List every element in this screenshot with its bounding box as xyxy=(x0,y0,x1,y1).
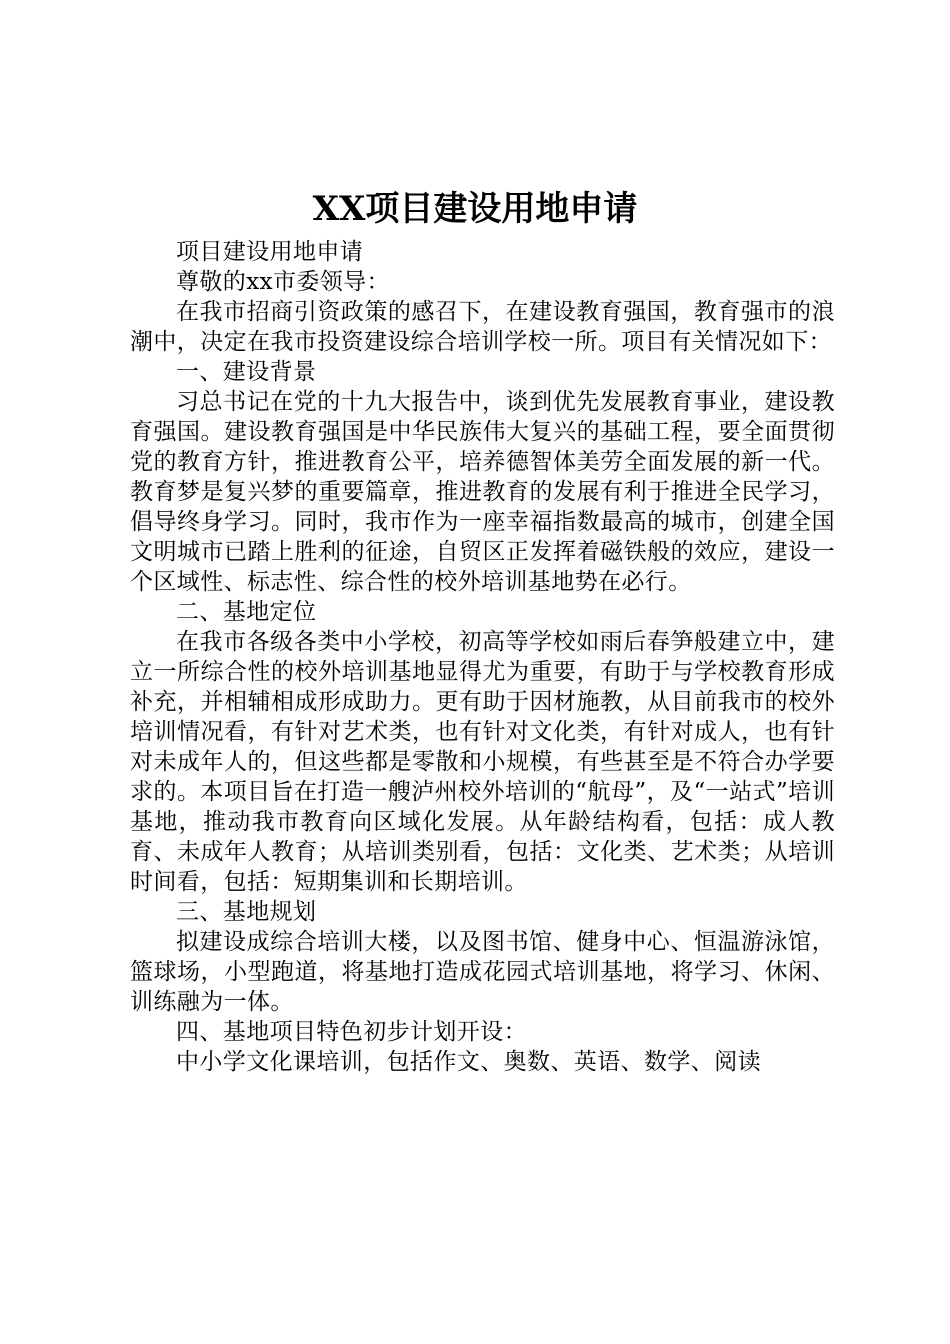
paragraph-background: 习总书记在党的十九大报告中，谈到优先发展教育事业，建设教育强国。建设教育强国是中华民族伟大复兴的基础工程，要全面贯彻党的教育方针，推进教育公平，培养德智体美劳全面发展的新一代。教育梦是复兴梦的重要篇章，推进教育的发展有利于推进全民学习，倡导终身学习。同时，我市作为一座幸福指数最高的城市，创建全国文明城市已踏上胜利的征途，自贸区正发挥着磁铁般的效应，建设一个区域性、标志性、综合性的校外培训基地势在必行。 xyxy=(130,389,835,595)
document-title: XX项目建设用地申请 xyxy=(312,189,638,229)
paragraph-planning: 拟建设成综合培训大楼，以及图书馆、健身中心、恒温游泳馆，篮球场，小型跑道，将基地打造成花园式培训基地，将学习、休闲、训练融为一体。 xyxy=(130,929,835,1015)
section-heading-3: 三、基地规划 xyxy=(176,899,317,925)
section-heading-4: 四、基地项目特色初步计划开设： xyxy=(176,1019,527,1045)
document-body xyxy=(130,237,835,1077)
paragraph-subtitle: 项目建设用地申请 xyxy=(176,239,364,265)
section-heading-1: 一、建设背景 xyxy=(176,359,317,385)
paragraph-intro: 在我市招商引资政策的感召下，在建设教育强国，教育强市的浪潮中，决定在我市投资建设综合培训学校一所。项目有关情况如下： xyxy=(130,299,835,355)
paragraph-courses: 中小学文化课培训，包括作文、奥数、英语、数学、阅读 xyxy=(176,1049,761,1075)
section-heading-2: 二、基地定位 xyxy=(176,599,317,625)
paragraph-positioning: 在我市各级各类中小学校，初高等学校如雨后春笋般建立中，建立一所综合性的校外培训基地显得尤为重要，有助于与学校教育形成补充，并相辅相成形成助力。更有助于因材施教，从目前我市的校外培训情况看，有针对艺术类，也有针对文化类，有针对成人，也有针对未成年人的，但这些都是零散和小规模，有些甚至是不符合办学要求的。本项目旨在打造一艘泸州校外培训的“航母”，及“一站式”培训基地，推动我市教育向区域化发展。从年龄结构看，包括：成人教育、未成年人教育；从培训类别看，包括：文化类、艺术类；从培训时间看，包括：短期集训和长期培训。 xyxy=(130,629,835,895)
paragraph-salutation: 尊敬的xx市委领导： xyxy=(176,269,390,295)
